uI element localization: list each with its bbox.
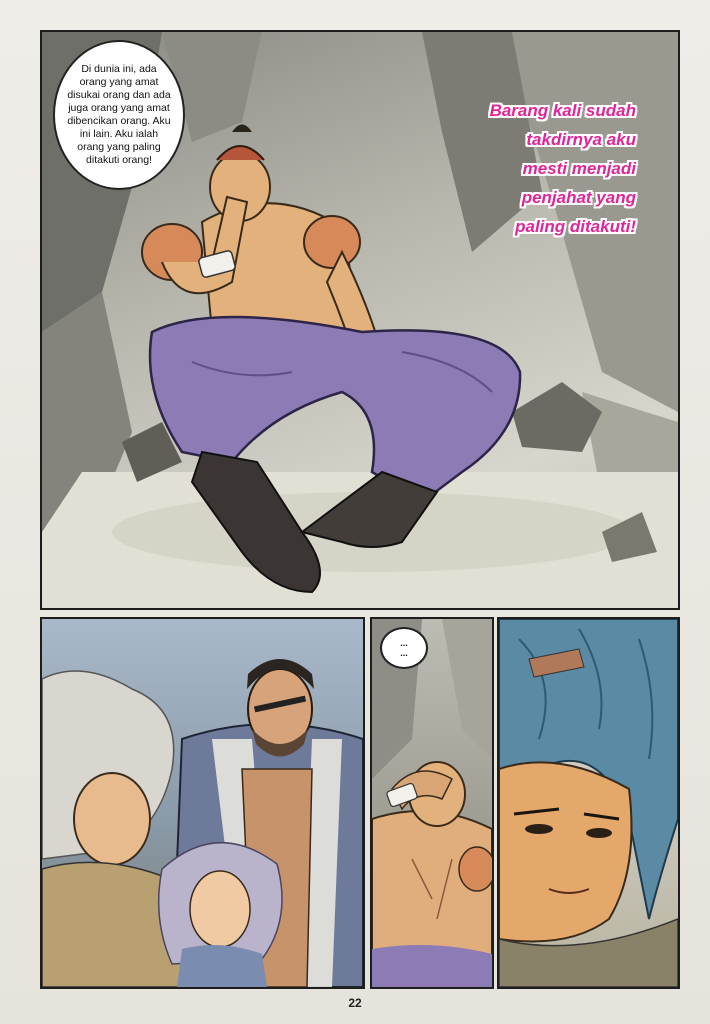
narration-caption: Barang kali sudah takdirnya aku mesti menjadi penjahat yang paling ditakuti! (489, 101, 636, 236)
panel-villain-illustration (372, 619, 492, 987)
page-number: 22 (348, 996, 362, 1010)
panel-closeup-illustration (499, 619, 678, 987)
panel-bottom-middle-villain (370, 617, 494, 989)
panel-bottom-left-group (40, 617, 365, 989)
ellipsis-line-1: ... (400, 638, 408, 648)
panel-bottom-right-closeup (497, 617, 680, 989)
speech-bubble (53, 40, 185, 190)
speech-bubble-text: Di dunia ini, ada orang yang amat disukai orang dan ada juga orang yang amat dibencikan orang. Aku ini lain. Aku ialah orang yang paling ditakuti orang! (67, 63, 171, 166)
panel-group-illustration (42, 619, 363, 987)
ellipsis-line-2: ... (400, 648, 408, 658)
ellipsis-speech-bubble (380, 627, 428, 669)
